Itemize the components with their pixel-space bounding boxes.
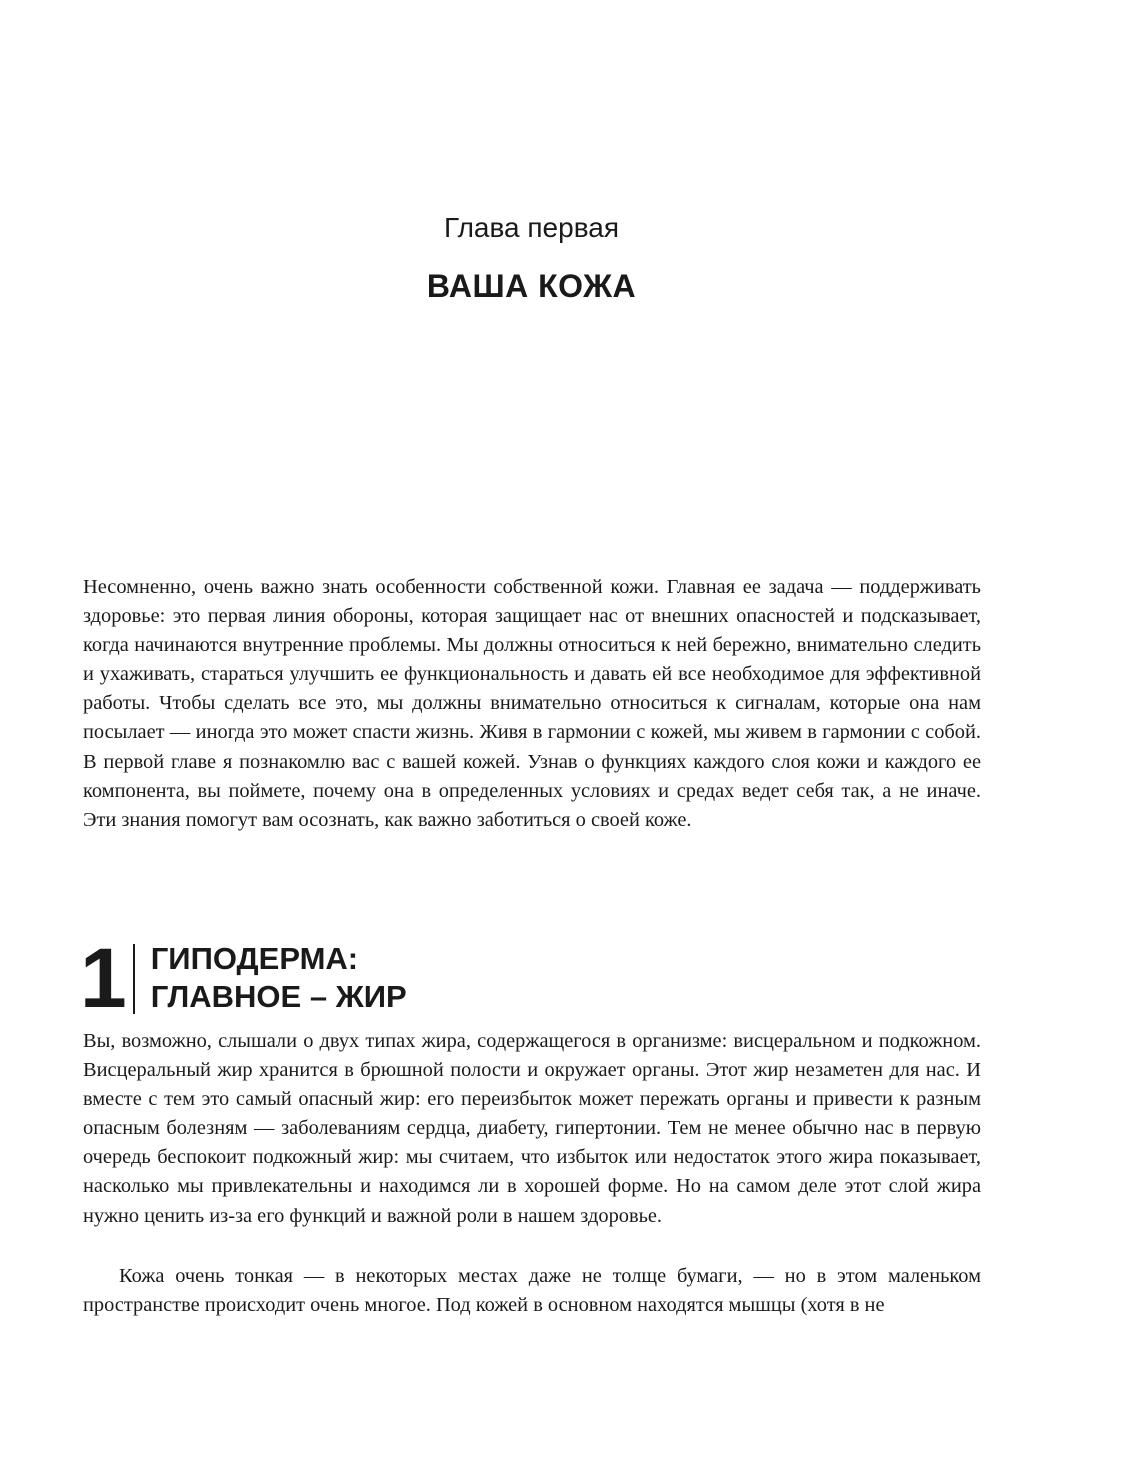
section-number: 1 bbox=[80, 931, 125, 1025]
chapter-title: ВАША КОЖА bbox=[426, 268, 637, 304]
section-title bbox=[151, 938, 407, 1018]
intro-paragraph: Несомненно, очень важно знать особенности собственной кожи. Главная ее задача — поддерживать здоровье: это первая линия обороны, которая защищает нас от внешних опасностей и подсказывает, когда начинаются внутренние проблемы. Мы должны относиться к ней бережно, внимательно следить и ухаживать, стараться улучшить ее функциональность и давать ей все необходимое для эффективной работы. Чтобы сделать все это, мы должны внимательно относиться к сигналам, которые она нам посылает — иногда это может спасти жизнь. Живя в гармонии с кожей, мы живем в гармонии с собой. В первой главе я познакомлю вас с вашей кожей. Узнав о функциях каждого слоя кожи и каждого ее компонента, вы поймете, почему она в определенных условиях и средах ведет себя так, а не иначе. Эти знания помогут вам осознать, как важно заботиться о своей коже. bbox=[83, 576, 981, 831]
section-paragraph-1: Вы, возможно, слышали о двух типах жира, содержащегося в организме: висцеральном и подкожном. Висцеральный жир хранится в брюшной полости и окружает органы. Этот жир незаметен для нас. И вместе с тем это самый опасный жир: его переизбыток может пережать органы и привести к разным опасным болезням — заболеваниям сердца, диабету, гипертонии. Тем не менее обычно нас в первую очередь беспокоит подкожный жир: мы считаем, что избыток или недостаток этого жира показывает, насколько мы привлекательны и находимся ли в хорошей форме. Но на самом деле этот слой жира нужно ценить из-за его функций и важной роли в нашем здоровье. bbox=[83, 1030, 981, 1227]
section-paragraph-2: Кожа очень тонкая — в некоторых местах даже не толще бумаги, — но в этом маленьком пространстве происходит очень многое. Под кожей в основном находятся мышцы (хотя в не bbox=[83, 1265, 981, 1317]
section-title-line-1: ГИПОДЕРМА: bbox=[150, 941, 359, 976]
section-title-line-2: ГЛАВНОЕ – ЖИР bbox=[150, 979, 407, 1014]
section-heading bbox=[80, 931, 407, 1025]
section-divider bbox=[133, 944, 135, 1014]
chapter-label: Глава первая bbox=[443, 212, 619, 243]
